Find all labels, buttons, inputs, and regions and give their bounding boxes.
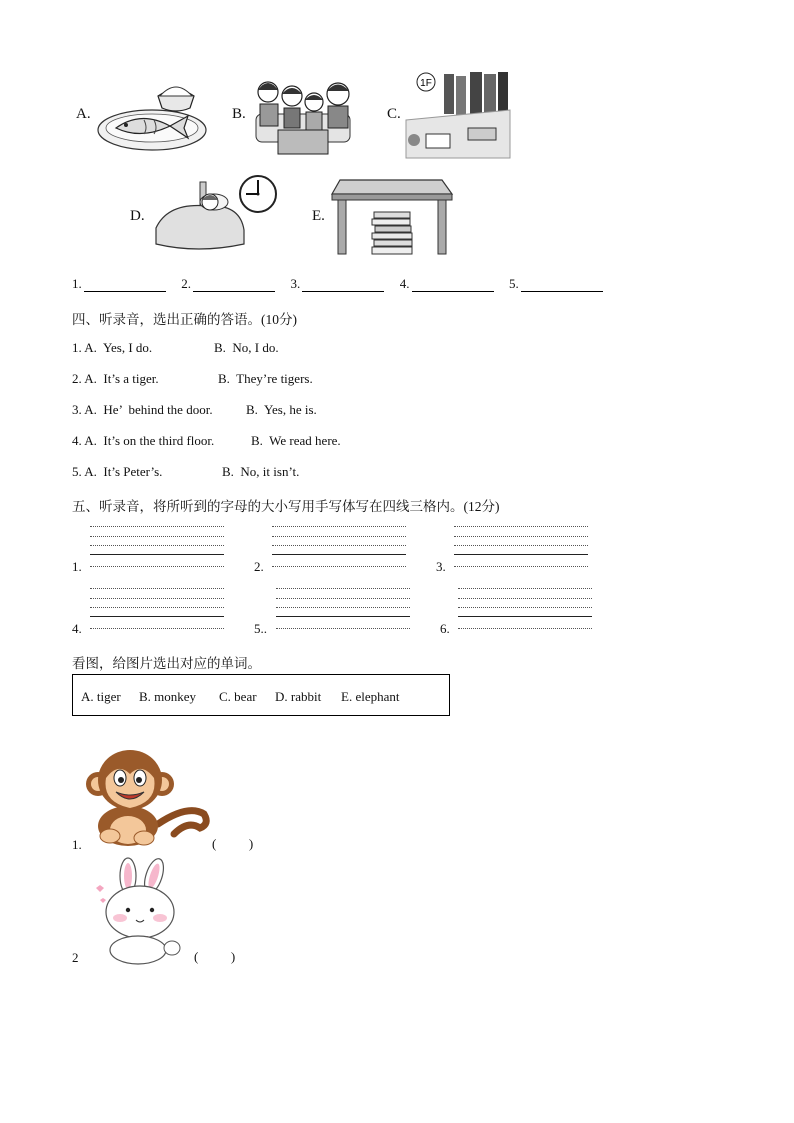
writing-grid-4[interactable] <box>90 588 224 622</box>
writing-grid-5[interactable] <box>276 588 410 622</box>
option-a-label: A. <box>76 106 91 122</box>
grid-num-3: 3. <box>436 559 446 574</box>
word-rabbit: D. rabbit <box>275 689 322 704</box>
q3-option-a[interactable]: 3. A. He’ behind the door. <box>72 402 213 417</box>
grid-num-1: 1. <box>72 559 82 574</box>
fish-rice-picture <box>96 74 208 154</box>
writing-grid-6b[interactable] <box>458 628 592 662</box>
grid-num-4: 4. <box>72 621 82 636</box>
section4-heading: 四、听录音，选出正确的答语。(10分) <box>72 312 297 327</box>
option-d-label: D. <box>130 208 145 224</box>
section6-heading: 看图，给图片选出对应的单词。 <box>72 656 261 671</box>
word-bear: C. bear <box>219 689 257 704</box>
picture-item-2-num: 2 <box>72 950 79 965</box>
blank-2[interactable]: 2. <box>181 276 287 292</box>
table-books-picture <box>330 176 454 258</box>
answer-blanks-row <box>72 276 615 292</box>
writing-grid-5b[interactable] <box>276 628 410 662</box>
option-e-label: E. <box>312 208 325 224</box>
blank-3[interactable]: 3. <box>291 276 397 292</box>
q4-option-a[interactable]: 4. A. It’s on the third floor. <box>72 433 215 448</box>
word-tiger: A. tiger <box>81 689 121 704</box>
floor-badge-text: 1F <box>420 78 432 89</box>
word-bank-box <box>72 674 450 716</box>
q5-option-a[interactable]: 5. A. It’s Peter’s. <box>72 464 163 479</box>
writing-grid-6[interactable] <box>458 588 592 622</box>
picture-item-1-answer[interactable]: ( ) <box>212 836 254 851</box>
picture-item-2-answer[interactable]: ( ) <box>194 949 236 964</box>
picture-item-1-num: 1. <box>72 837 82 852</box>
writing-grid-2[interactable] <box>272 526 406 560</box>
q2-option-a[interactable]: 2. A. It’s a tiger. <box>72 371 159 386</box>
bed-clock-picture <box>148 172 280 256</box>
grid-num-5: 5.. <box>254 621 267 636</box>
q1-option-a[interactable]: 1. A. Yes, I do. <box>72 340 153 355</box>
blank-4[interactable]: 4. <box>400 276 506 292</box>
q4-option-b[interactable]: B. We read here. <box>251 433 341 448</box>
grid-num-2: 2. <box>254 559 264 574</box>
word-monkey: B. monkey <box>139 689 197 704</box>
writing-grid-1[interactable] <box>90 526 224 560</box>
library-picture <box>406 70 510 160</box>
writing-grid-3[interactable] <box>454 526 588 560</box>
q5-option-b[interactable]: B. No, it isn’t. <box>222 464 300 479</box>
q3-option-b[interactable]: B. Yes, he is. <box>246 402 317 417</box>
option-b-label: B. <box>232 106 246 122</box>
rabbit-picture <box>90 856 186 964</box>
blank-5[interactable]: 5. <box>509 276 615 292</box>
q2-option-b[interactable]: B. They’re tigers. <box>218 371 313 386</box>
grid-num-6: 6. <box>440 621 450 636</box>
family-tv-picture <box>250 74 356 158</box>
q1-option-b[interactable]: B. No, I do. <box>214 340 279 355</box>
option-c-label: C. <box>387 106 401 122</box>
monkey-picture <box>88 744 210 848</box>
blank-1[interactable]: 1. <box>72 276 178 292</box>
section5-heading: 五、听录音，将所听到的字母的大小写用手写体写在四线三格内。(12分) <box>72 499 500 514</box>
word-elephant: E. elephant <box>341 689 400 704</box>
